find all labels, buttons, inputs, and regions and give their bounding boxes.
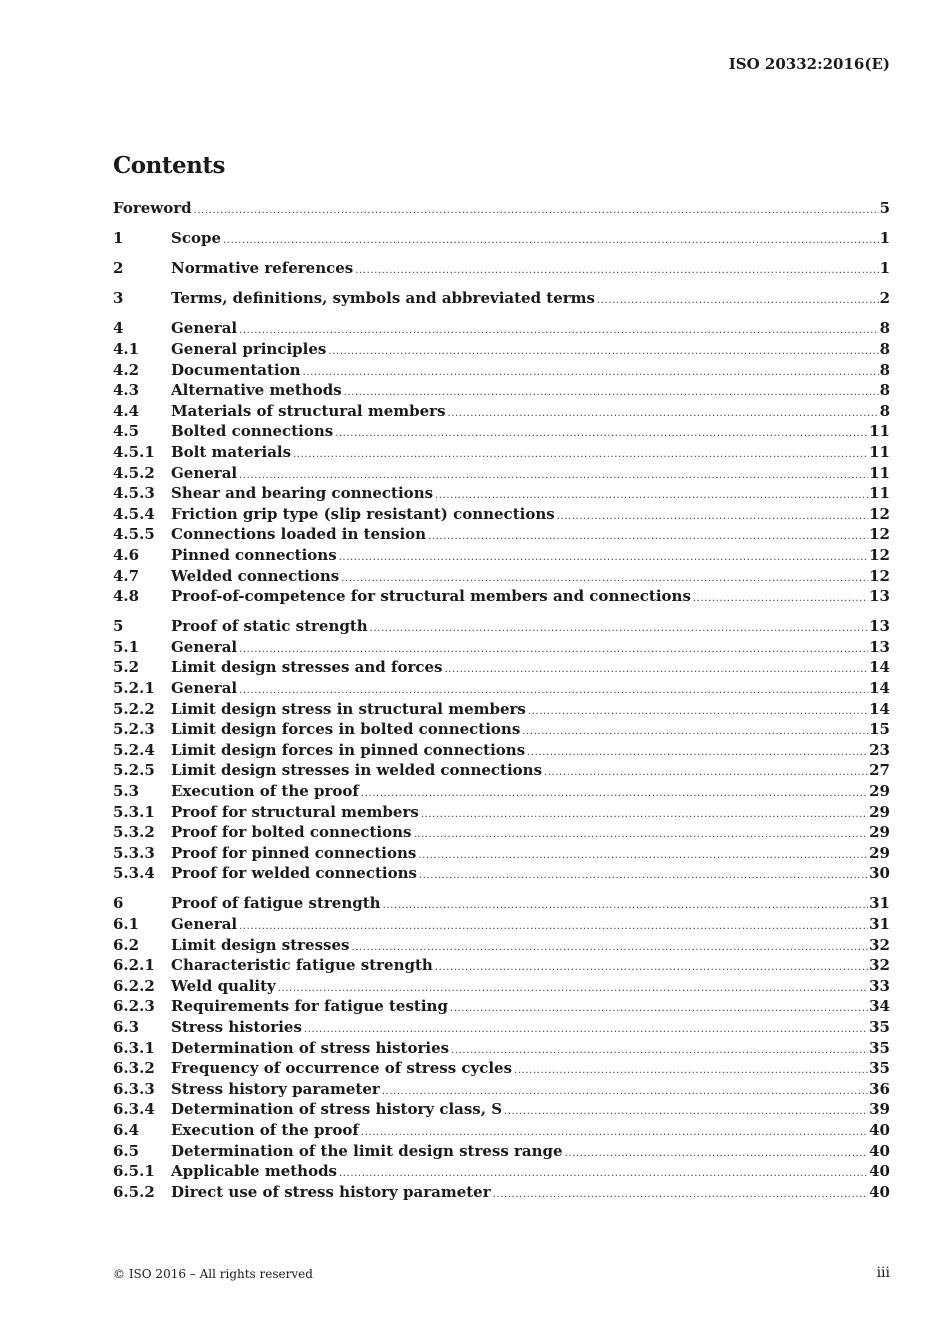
toc-entry-title[interactable]: Proof for bolted connections	[171, 823, 412, 842]
toc-dot-leader	[303, 363, 879, 384]
toc-entry-page[interactable]: 8	[879, 381, 890, 400]
toc-entry-number: 4.5.5	[113, 525, 155, 544]
toc-entry[interactable]	[113, 524, 890, 545]
toc-entry-page[interactable]: 32	[869, 956, 890, 975]
toc-entry-page[interactable]: 31	[869, 894, 890, 913]
toc-entry-title[interactable]: Applicable methods	[171, 1162, 338, 1181]
toc-entry-page[interactable]: 8	[879, 360, 890, 379]
toc-entry-title[interactable]: Determination of stress histories	[171, 1038, 450, 1057]
toc-dot-leader	[565, 1144, 869, 1165]
toc-entry-title[interactable]: Welded connections	[171, 566, 340, 585]
toc-entry-number: 6.3.2	[113, 1059, 155, 1078]
toc-entry-number: 6.4	[113, 1120, 140, 1139]
toc-entry-number: 5	[113, 617, 124, 636]
toc-entry[interactable]	[113, 421, 890, 442]
toc-dot-leader	[418, 846, 868, 867]
toc-entry-number: 4	[113, 319, 124, 338]
toc-entry[interactable]	[113, 360, 890, 381]
toc-entry-number: 6	[113, 894, 124, 913]
toc-entry[interactable]	[113, 1099, 890, 1120]
toc-entry-title[interactable]: Shear and bearing connections	[171, 484, 434, 503]
toc-entry-page[interactable]: 8	[879, 401, 890, 420]
toc-entry-page[interactable]: 32	[869, 935, 890, 954]
toc-entry-page[interactable]: 33	[869, 976, 890, 995]
toc-entry-page[interactable]: 31	[869, 915, 890, 933]
toc-entry-page[interactable]: 35	[869, 1017, 890, 1036]
toc-entry[interactable]	[113, 699, 890, 720]
toc-dot-leader	[413, 825, 868, 846]
toc-entry-page[interactable]: 35	[869, 1059, 890, 1078]
toc-entry-title[interactable]: Bolted connections	[171, 422, 334, 441]
toc-entry[interactable]	[113, 1141, 890, 1162]
toc-entry-title[interactable]: Frequency of occurrence of stress cycles	[171, 1059, 513, 1078]
toc-entry-page[interactable]: 12	[869, 566, 890, 585]
toc-entry-number: 5.2.1	[113, 678, 155, 697]
toc-entry-number: 5.2.3	[113, 720, 155, 739]
toc-dot-leader	[528, 702, 868, 723]
toc-entry-page[interactable]: 13	[869, 617, 890, 636]
toc-entry-title[interactable]: General	[171, 637, 238, 656]
toc-dot-leader	[361, 784, 868, 805]
toc-entry[interactable]	[113, 657, 890, 678]
toc-entry-number: 3	[113, 289, 124, 308]
page-number: iii	[876, 1265, 890, 1281]
toc-entry[interactable]	[113, 996, 890, 1017]
toc-dot-leader	[383, 896, 869, 917]
toc-entry[interactable]	[113, 504, 890, 525]
toc-entry-number: 6.5.2	[113, 1182, 155, 1201]
toc-entry-title[interactable]: Limit design stresses in welded connections	[171, 761, 543, 780]
toc-entry[interactable]	[113, 616, 890, 637]
toc-entry-page[interactable]: 14	[869, 678, 890, 697]
toc-entry-title[interactable]: Scope	[171, 229, 222, 248]
toc-entry[interactable]	[113, 822, 890, 843]
toc-entry[interactable]	[113, 339, 890, 360]
toc-entry-title[interactable]: General	[171, 915, 238, 933]
toc-entry-page[interactable]: 5	[879, 199, 890, 217]
toc-entry-page[interactable]: 8	[879, 339, 890, 358]
toc-entry-title[interactable]: General principles	[171, 339, 327, 358]
toc-entry[interactable]	[113, 678, 890, 699]
toc-entry[interactable]	[113, 566, 890, 587]
toc-entry-title[interactable]: Limit design forces in bolted connections	[171, 720, 521, 739]
toc-entry-title[interactable]: Execution of the proof	[171, 781, 359, 800]
toc-entry[interactable]	[113, 228, 890, 249]
toc-entry-title[interactable]: Determination of stress history class, S	[171, 1100, 503, 1119]
toc-entry-page[interactable]: 12	[869, 545, 890, 564]
toc-dot-leader	[339, 548, 868, 569]
toc-entry-page[interactable]: 14	[869, 699, 890, 718]
toc-entry-number: 4.2	[113, 360, 140, 379]
toc-entry[interactable]	[113, 258, 890, 279]
toc-entry-page[interactable]: 29	[869, 823, 890, 842]
toc-entry-number: 5.3.1	[113, 802, 155, 821]
toc-entry-number: 6.2.2	[113, 976, 155, 995]
table-of-contents	[113, 198, 890, 1202]
toc-entry-number: 5.2.4	[113, 740, 155, 759]
toc-entry-title[interactable]: Materials of structural members	[171, 401, 446, 420]
toc-dot-leader	[421, 805, 868, 826]
toc-entry-title[interactable]: Foreword	[113, 199, 192, 217]
toc-entry-number: 5.3.3	[113, 843, 155, 862]
toc-entry-title[interactable]: Characteristic fatigue strength	[171, 956, 433, 975]
toc-entry-page[interactable]: 29	[869, 781, 890, 800]
toc-entry-number: 4.8	[113, 587, 140, 606]
toc-entry[interactable]	[113, 955, 890, 976]
toc-entry[interactable]	[113, 637, 890, 658]
toc-entry-title[interactable]: Proof for structural members	[171, 802, 419, 821]
toc-entry-number: 5.1	[113, 637, 140, 656]
toc-entry-number: 6.3.4	[113, 1100, 155, 1119]
toc-entry[interactable]	[113, 1161, 890, 1182]
toc-dot-leader	[557, 507, 868, 528]
toc-entry[interactable]	[113, 288, 890, 309]
toc-entry-number: 6.5	[113, 1141, 140, 1160]
toc-dot-leader	[428, 527, 868, 548]
toc-entry-page[interactable]: 13	[869, 637, 890, 656]
copyright-notice: © ISO 2016 – All rights reserved	[113, 1267, 313, 1281]
toc-entry-title[interactable]: Requirements for fatigue testing	[171, 997, 448, 1016]
toc-entry-number: 4.1	[113, 339, 140, 358]
toc-entry-page[interactable]: 11	[869, 463, 890, 482]
toc-dot-leader	[419, 866, 868, 887]
toc-entry-title[interactable]: Execution of the proof	[171, 1120, 359, 1139]
toc-entry-number: 4.4	[113, 401, 140, 420]
toc-dot-leader	[370, 619, 868, 640]
toc-entry[interactable]	[113, 1017, 890, 1038]
toc-entry-page[interactable]: 30	[869, 864, 890, 883]
toc-entry-title[interactable]: General	[171, 678, 238, 697]
toc-entry-number: 4.6	[113, 545, 140, 564]
toc-dot-leader	[544, 763, 868, 784]
toc-dot-leader	[693, 589, 868, 610]
toc-entry-number: 4.5.4	[113, 504, 155, 523]
toc-entry[interactable]	[113, 318, 890, 339]
toc-entry-number: 6.5.1	[113, 1162, 155, 1181]
toc-dot-leader	[450, 999, 868, 1020]
toc-entry[interactable]	[113, 781, 890, 802]
toc-entry[interactable]	[113, 719, 890, 740]
toc-entry-page[interactable]: 40	[869, 1162, 890, 1181]
toc-entry[interactable]	[113, 198, 890, 219]
toc-entry-title[interactable]: Limit design stress in structural members	[171, 699, 526, 718]
toc-entry[interactable]	[113, 843, 890, 864]
toc-entry-number: 4.5.2	[113, 463, 155, 482]
toc-entry-title[interactable]: Terms, definitions, symbols and abbreviated terms	[171, 289, 595, 308]
toc-entry-page[interactable]: 12	[869, 504, 890, 523]
toc-entry-title[interactable]: Proof of static strength	[171, 617, 368, 636]
toc-entry-title[interactable]: Documentation	[171, 360, 301, 379]
toc-dot-leader	[514, 1061, 868, 1082]
toc-entry-title[interactable]: General	[171, 463, 238, 482]
toc-entry-page[interactable]: 40	[869, 1182, 890, 1201]
toc-entry[interactable]	[113, 863, 890, 884]
toc-entry-number: 5.3.2	[113, 823, 155, 842]
toc-entry-title[interactable]: Normative references	[171, 259, 354, 278]
toc-entry-number: 6.3.1	[113, 1038, 155, 1057]
toc-entry[interactable]	[113, 893, 890, 914]
toc-entry[interactable]	[113, 1058, 890, 1079]
toc-entry[interactable]	[113, 463, 890, 484]
toc-entry-number: 5.3	[113, 781, 140, 800]
toc-entry-page[interactable]: 1	[879, 229, 890, 248]
toc-entry-title[interactable]: Limit design stresses and forces	[171, 658, 443, 677]
toc-entry-page[interactable]: 29	[869, 802, 890, 821]
toc-entry-title[interactable]: Proof for welded connections	[171, 864, 417, 883]
toc-entry[interactable]	[113, 1079, 890, 1100]
toc-entry[interactable]	[113, 914, 890, 935]
toc-entry-page[interactable]: 40	[869, 1141, 890, 1160]
toc-entry-page[interactable]: 35	[869, 1038, 890, 1057]
toc-entry-number: 2	[113, 259, 124, 278]
toc-entry-number: 5.2	[113, 658, 140, 677]
toc-entry-title[interactable]: Proof for pinned connections	[171, 843, 417, 862]
toc-entry-title[interactable]: Friction grip type (slip resistant) connections	[171, 504, 555, 523]
toc-entry-page[interactable]: 29	[869, 843, 890, 862]
toc-entry-number: 6.2.1	[113, 956, 155, 975]
toc-entry-title[interactable]: Connections loaded in tension	[171, 525, 427, 544]
toc-entry-title[interactable]: Stress history parameter	[171, 1079, 380, 1098]
toc-entry-number: 4.5.3	[113, 484, 155, 503]
toc-entry-title[interactable]: Determination of the limit design stress range	[171, 1141, 563, 1160]
toc-entry[interactable]	[113, 935, 890, 956]
toc-dot-leader	[493, 1185, 869, 1206]
toc-entry-number: 4.5.1	[113, 442, 155, 461]
toc-entry-number: 4.5	[113, 422, 140, 441]
toc-dot-leader	[335, 424, 868, 445]
toc-dot-leader	[522, 722, 868, 743]
toc-entry-title[interactable]: Limit design forces in pinned connections	[171, 740, 526, 759]
toc-dot-leader	[597, 291, 879, 312]
toc-entry[interactable]	[113, 802, 890, 823]
toc-entry-page[interactable]: 13	[869, 587, 890, 606]
toc-entry-number: 5.2.5	[113, 761, 155, 780]
toc-entry-title[interactable]: Alternative methods	[171, 381, 342, 400]
toc-entry[interactable]	[113, 740, 890, 761]
document-id: ISO 20332:2016(E)	[728, 55, 890, 73]
toc-entry[interactable]	[113, 380, 890, 401]
toc-entry-page[interactable]: 11	[869, 422, 890, 441]
toc-entry-page[interactable]: 15	[869, 720, 890, 739]
toc-dot-leader	[328, 342, 878, 363]
toc-entry-page[interactable]: 23	[869, 740, 890, 759]
toc-entry-title[interactable]: Direct use of stress history parameter	[171, 1182, 491, 1201]
toc-entry[interactable]	[113, 442, 890, 463]
toc-entry[interactable]	[113, 545, 890, 566]
toc-dot-leader	[194, 201, 879, 222]
toc-entry-number: 6.3	[113, 1017, 140, 1036]
toc-entry-title[interactable]: Proof of fatigue strength	[171, 894, 381, 913]
toc-entry-number: 4.7	[113, 566, 140, 585]
toc-dot-leader	[527, 743, 868, 764]
toc-dot-leader	[435, 958, 868, 979]
toc-entry[interactable]	[113, 1182, 890, 1203]
toc-dot-leader	[223, 231, 879, 252]
toc-entry-page[interactable]: 1	[879, 259, 890, 278]
toc-entry-title[interactable]: General	[171, 319, 238, 338]
toc-entry-page[interactable]: 14	[869, 658, 890, 677]
toc-entry[interactable]	[113, 1120, 890, 1141]
toc-entry[interactable]	[113, 586, 890, 607]
toc-entry-number: 5.2.2	[113, 699, 155, 718]
toc-entry-title[interactable]: Pinned connections	[171, 545, 337, 564]
toc-entry-page[interactable]: 12	[869, 525, 890, 544]
toc-entry-number: 4.3	[113, 381, 140, 400]
toc-entry-page[interactable]: 11	[869, 484, 890, 503]
toc-entry-page[interactable]: 34	[869, 997, 890, 1016]
toc-entry-page[interactable]: 40	[869, 1120, 890, 1139]
toc-entry-page[interactable]: 2	[879, 289, 890, 308]
toc-entry[interactable]	[113, 1038, 890, 1059]
toc-dot-leader	[448, 404, 879, 425]
toc-entry-number: 1	[113, 229, 124, 248]
toc-entry-page[interactable]: 11	[869, 442, 890, 461]
toc-dot-leader	[445, 660, 869, 681]
toc-entry-number: 6.2.3	[113, 997, 155, 1016]
toc-dot-leader	[293, 445, 868, 466]
toc-entry-number: 6.2	[113, 935, 140, 954]
toc-entry-page[interactable]: 36	[869, 1079, 890, 1098]
toc-entry-title[interactable]: Bolt materials	[171, 442, 292, 461]
toc-entry-page[interactable]: 8	[879, 319, 890, 338]
toc-entry[interactable]	[113, 760, 890, 781]
toc-dot-leader	[239, 321, 878, 342]
toc-entry-number: 5.3.4	[113, 864, 155, 883]
toc-entry[interactable]	[113, 976, 890, 997]
toc-entry[interactable]	[113, 483, 890, 504]
toc-dot-leader	[355, 261, 878, 282]
toc-entry[interactable]	[113, 401, 890, 422]
toc-entry-title[interactable]: Stress histories	[171, 1017, 302, 1036]
toc-entry-number: 6.1	[113, 915, 140, 933]
toc-entry-title[interactable]: Proof-of-competence for structural members and connections	[171, 587, 691, 606]
page-title: Contents	[113, 152, 225, 179]
toc-entry-number: 6.3.3	[113, 1079, 155, 1098]
toc-entry-title[interactable]: Weld quality	[171, 976, 276, 995]
toc-entry-page[interactable]: 39	[869, 1100, 890, 1119]
toc-entry-title[interactable]: Limit design stresses	[171, 935, 350, 954]
toc-entry-page[interactable]: 27	[869, 761, 890, 780]
toc-dot-leader	[504, 1102, 868, 1123]
